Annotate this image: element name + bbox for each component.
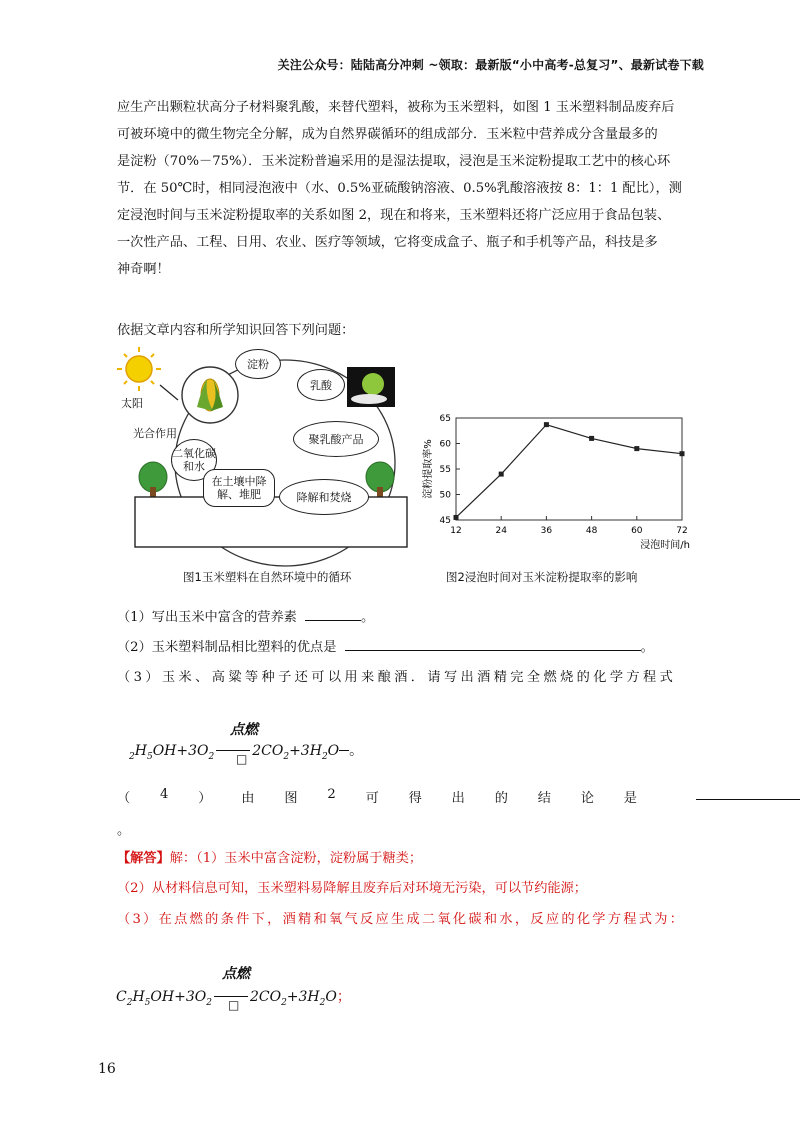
question-4-char: 结 <box>537 791 551 806</box>
question-4-char: （ <box>117 791 131 806</box>
plot-frame <box>456 418 682 520</box>
equation-1-condition: 点燃 <box>230 722 258 738</box>
data-point <box>589 436 594 441</box>
page-header: 关注公众号：陆陆高分冲刺 ~领取：最新版“小中高考-总复习”、最新试卷下载 <box>277 58 704 72</box>
question-4-char: 是 <box>623 791 637 806</box>
node-lactic-acid: 乳酸 <box>297 369 345 401</box>
y-tick-label: 50 <box>439 490 451 501</box>
equation-2: $C_2H_5OH+3O_2$ $2CO_2+3H_2O$； <box>116 989 351 1008</box>
article-line: 可被环境中的微生物完全分解，成为自然界碳循环的组成部分．玉米粒中营养成分含量最多的 <box>117 127 658 142</box>
data-point <box>454 515 459 520</box>
data-point <box>680 451 685 456</box>
question-3: （3）玉米、高粱等种子还可以用来酿酒．请写出酒精完全燃烧的化学方程式 <box>117 670 677 685</box>
question-2-end: 。 <box>640 640 654 655</box>
question-4-char: 4 <box>160 787 169 802</box>
figure-1-cycle-diagram <box>115 345 415 590</box>
question-4-end: 。 <box>117 823 131 838</box>
figure-2-chart <box>420 410 695 560</box>
ground <box>135 497 407 547</box>
sun-arrow <box>160 385 178 400</box>
answer-line-2: （2）从材料信息可知，玉米塑料易降解且废弃后对环境无污染，可以节约能源； <box>117 881 587 896</box>
question-4-char: ） <box>198 791 212 806</box>
answer-blank-4[interactable] <box>696 787 800 800</box>
y-tick-label: 65 <box>439 414 451 424</box>
y-tick-label: 45 <box>439 516 451 526</box>
question-2 <box>117 636 654 655</box>
y-tick-label: 55 <box>439 465 451 475</box>
answer-blank-1[interactable] <box>305 608 361 621</box>
question-2-text: （2）玉米塑料制品相比塑料的优点是 <box>117 640 337 655</box>
starch-extraction-chart <box>420 410 695 560</box>
question-4-char: 得 <box>408 791 422 806</box>
sun-icon <box>117 347 161 391</box>
question-1-text: （1）写出玉米中富含的营养素 <box>117 610 297 625</box>
article-line: 应生产出颗粒状高分子材料聚乳酸，来替代塑料，被称为玉米塑料，如图 1 玉米塑料制品废弃后 <box>117 100 675 115</box>
pla-product-photo <box>347 367 395 407</box>
data-point <box>634 446 639 451</box>
node-pla-product: 聚乳酸产品 <box>293 421 379 457</box>
equation-1-box: □ <box>236 752 248 766</box>
plant-icon-right <box>366 462 394 497</box>
equation-1: $_2H_5OH+3O_2$ $2CO_2+3H_2O$ 。 <box>129 743 364 762</box>
x-axis-label: 浸泡时间/h <box>640 540 690 551</box>
x-tick-label: 36 <box>540 526 553 536</box>
equation-2-box: □ <box>228 998 240 1012</box>
data-point <box>544 422 549 427</box>
equation-1-end: 。 <box>349 743 364 759</box>
answer-tag: 【解答】 <box>117 851 170 866</box>
x-tick-label: 12 <box>450 526 462 536</box>
y-tick-label: 60 <box>439 439 451 450</box>
x-tick-label: 60 <box>631 526 643 536</box>
equation-2-condition: 点燃 <box>222 966 250 982</box>
question-4-char: 由 <box>241 791 255 806</box>
x-tick-label: 72 <box>676 526 688 536</box>
equation-2-end: ； <box>336 989 351 1005</box>
node-starch: 淀粉 <box>235 349 281 379</box>
node-soil: 在土壤中降解、堆肥 <box>203 469 275 507</box>
article-line: 是淀粉（70%－75%）．玉米淀粉普遍采用的是湿法提取，浸泡是玉米淀粉提取工艺中的核心环 <box>117 154 671 169</box>
series-line <box>456 425 682 518</box>
question-4-char: 的 <box>494 791 508 806</box>
question-4-char: 可 <box>365 791 379 806</box>
article-line: 定浸泡时间与玉米淀粉提取率的关系如图 2，现在和将来，玉米塑料还将广泛应用于食品包装、 <box>117 208 671 223</box>
question-4 <box>117 787 637 806</box>
sun-label: 太阳 <box>121 397 143 410</box>
question-4-char: 论 <box>580 791 594 806</box>
node-co2-water: 二氧化碳和水 <box>171 439 217 481</box>
page-number: 16 <box>98 1061 116 1077</box>
data-point <box>499 472 504 477</box>
question-4-char: 图 <box>284 791 298 806</box>
figure-2-caption: 图2浸泡时间对玉米淀粉提取率的影响 <box>446 570 638 584</box>
x-tick-label: 48 <box>585 526 598 536</box>
photosynthesis-label: 光合作用 <box>133 427 177 440</box>
article-paragraph <box>117 94 707 283</box>
question-4-char: 出 <box>451 791 465 806</box>
answer-line-3: （3）在点燃的条件下，酒精和氧气反应生成二氧化碳和水，反应的化学方程式为： <box>117 912 686 927</box>
question-1-end: 。 <box>361 610 375 625</box>
answer-line-1-text: 解：（1）玉米中富含淀粉，淀粉属于糖类； <box>169 851 423 866</box>
plant-icon-left <box>139 462 167 497</box>
question-prompt: 依据文章内容和所学知识回答下列问题： <box>117 323 355 338</box>
y-axis-label: 淀粉提取率% <box>423 439 434 499</box>
question-4-char: 2 <box>327 787 336 802</box>
article-line: 一次性产品、工程、日用、农业、医疗等领域，它将变成盒子、瓶子和手机等产品，科技是多 <box>117 235 658 250</box>
x-tick-label: 24 <box>495 526 507 536</box>
node-degrade-burn: 降解和焚烧 <box>279 479 369 515</box>
figure-1-caption: 图1玉米塑料在自然环境中的循环 <box>183 570 352 584</box>
answer-blank-2[interactable] <box>345 638 641 651</box>
article-line: 节．在 50℃时，相同浸泡液中（水、0.5%亚硫酸钠溶液、0.5%乳酸溶液按 8：1：1 配比），测 <box>117 181 682 196</box>
answer-line-1 <box>117 847 422 866</box>
article-line: 神奇啊！ <box>117 262 170 277</box>
question-1 <box>117 606 374 625</box>
